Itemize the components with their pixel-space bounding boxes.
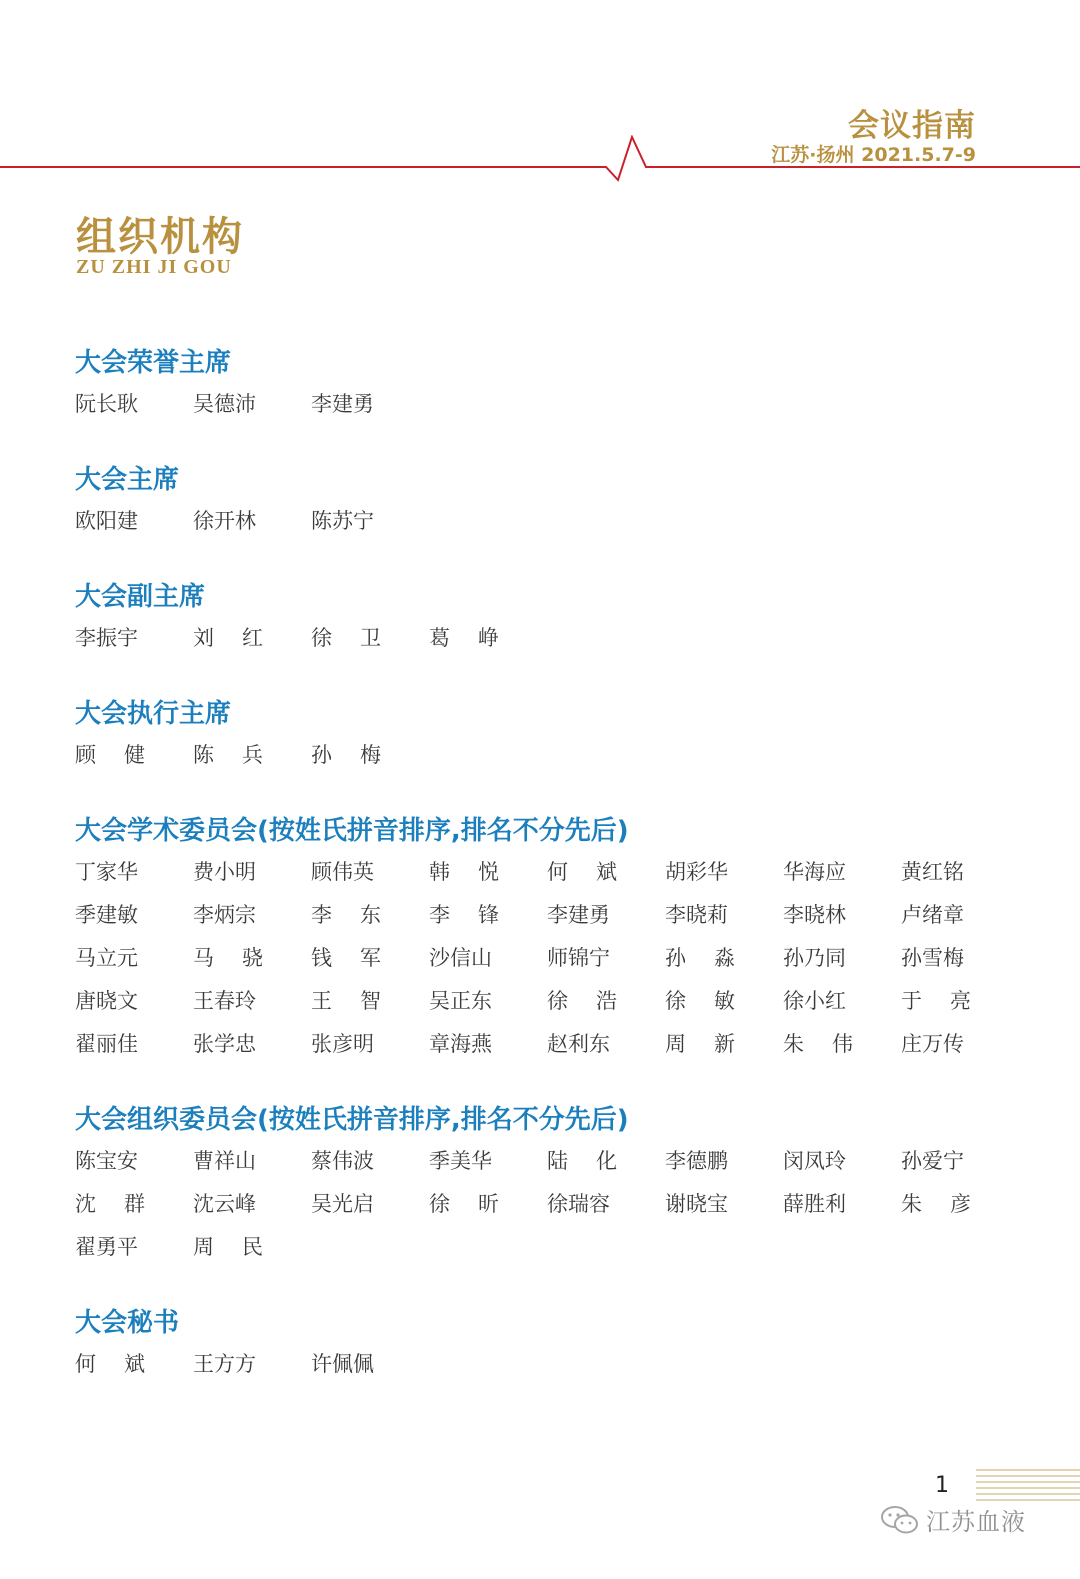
- member-name: 葛 峥: [429, 626, 499, 650]
- member-name: 徐 昕: [429, 1192, 499, 1216]
- section-title: 大会学术委员会(按姓氏拼音排序,排名不分先后): [75, 816, 629, 846]
- member-name: 徐瑞容: [547, 1192, 610, 1216]
- heartbeat-line-icon: [0, 135, 1080, 185]
- member-name: 李炳宗: [193, 903, 256, 927]
- watermark: [880, 1502, 1026, 1537]
- committee-section: [75, 577, 1005, 660]
- member-name: 沙信山: [429, 946, 492, 970]
- member-name: 翟丽佳: [75, 1032, 138, 1056]
- member-name: 周 民: [193, 1235, 263, 1259]
- member-name: 季美华: [429, 1149, 492, 1173]
- decorative-lines-icon: [972, 1466, 1080, 1506]
- guide-subtitle: 江苏·扬州 2021.5.7-9: [771, 144, 976, 166]
- name-list: [75, 1343, 1005, 1386]
- member-name: 吴德沛: [193, 392, 256, 416]
- member-name: 许佩佩: [311, 1352, 374, 1376]
- member-name: 徐小红: [783, 989, 846, 1013]
- watermark-text: 江苏血液: [926, 1508, 1026, 1536]
- member-name: 吴光启: [311, 1192, 374, 1216]
- member-name: 曹祥山: [193, 1149, 256, 1173]
- member-name: 陈宝安: [75, 1149, 138, 1173]
- wechat-icon: [880, 1504, 920, 1536]
- member-name: 王方方: [193, 1352, 256, 1376]
- member-name: 卢绪章: [901, 903, 964, 927]
- name-list: [75, 383, 1005, 426]
- member-name: 谢晓宝: [665, 1192, 728, 1216]
- member-name: 师锦宁: [547, 946, 610, 970]
- section-title: 大会组织委员会(按姓氏拼音排序,排名不分先后): [75, 1105, 629, 1135]
- member-name: 朱 伟: [783, 1032, 853, 1056]
- section-title: 大会荣誉主席: [75, 348, 232, 378]
- member-name: 王 智: [311, 989, 381, 1013]
- member-name: 孙 淼: [665, 946, 735, 970]
- member-name: 顾 健: [75, 743, 145, 767]
- member-name: 徐 卫: [311, 626, 381, 650]
- member-name: 章海燕: [429, 1032, 492, 1056]
- committee-section: [75, 1303, 1005, 1386]
- member-name: 李建勇: [311, 392, 374, 416]
- member-name: 孙乃同: [783, 946, 846, 970]
- committee-section: [75, 343, 1005, 426]
- member-name: 马立元: [75, 946, 138, 970]
- section-title: 大会主席: [75, 465, 180, 495]
- member-name: 阮长耿: [75, 392, 138, 416]
- member-name: 马 骁: [193, 946, 263, 970]
- member-name: 薛胜利: [783, 1192, 846, 1216]
- name-list: [75, 734, 1005, 777]
- member-name: 欧阳建: [75, 509, 138, 533]
- member-name: 刘 红: [193, 626, 263, 650]
- member-name: 华海应: [783, 860, 846, 884]
- member-name: 陈 兵: [193, 743, 263, 767]
- member-name: 李 锋: [429, 903, 499, 927]
- guide-title: 会议指南: [848, 108, 976, 144]
- committee-section: [75, 460, 1005, 543]
- member-name: 周 新: [665, 1032, 735, 1056]
- member-name: 沈 群: [75, 1192, 145, 1216]
- name-list: [75, 851, 1005, 1066]
- name-list: [75, 1140, 1005, 1269]
- member-name: 张彦明: [311, 1032, 374, 1056]
- member-name: 王春玲: [193, 989, 256, 1013]
- section-title: 大会副主席: [75, 582, 206, 612]
- member-name: 沈云峰: [193, 1192, 256, 1216]
- member-name: 庄万传: [901, 1032, 964, 1056]
- member-name: 孙雪梅: [901, 946, 964, 970]
- member-name: 吴正东: [429, 989, 492, 1013]
- section-title: 大会秘书: [75, 1308, 180, 1338]
- member-name: 孙爱宁: [901, 1149, 964, 1173]
- committee-section: [75, 811, 1005, 1066]
- member-name: 李晓林: [783, 903, 846, 927]
- member-name: 张学忠: [193, 1032, 256, 1056]
- member-name: 何 斌: [75, 1352, 145, 1376]
- member-name: 顾伟英: [311, 860, 374, 884]
- member-name: 陆 化: [547, 1149, 617, 1173]
- member-name: 韩 悦: [429, 860, 499, 884]
- member-name: 黄红铭: [901, 860, 964, 884]
- member-name: 季建敏: [75, 903, 138, 927]
- member-name: 蔡伟波: [311, 1149, 374, 1173]
- member-name: 胡彩华: [665, 860, 728, 884]
- member-name: 孙 梅: [311, 743, 381, 767]
- member-name: 朱 彦: [901, 1192, 971, 1216]
- name-list: [75, 500, 1005, 543]
- member-name: 唐晓文: [75, 989, 138, 1013]
- committee-section: [75, 1100, 1005, 1269]
- section-title: 大会执行主席: [75, 699, 232, 729]
- name-list: [75, 617, 1005, 660]
- member-name: 陈苏宁: [311, 509, 374, 533]
- member-name: 李 东: [311, 903, 381, 927]
- member-name: 李德鹏: [665, 1149, 728, 1173]
- member-name: 于 亮: [901, 989, 971, 1013]
- committee-section: [75, 694, 1005, 777]
- member-name: 翟勇平: [75, 1235, 138, 1259]
- member-name: 徐开林: [193, 509, 256, 533]
- member-name: 徐 浩: [547, 989, 617, 1013]
- member-name: 丁家华: [75, 860, 138, 884]
- member-name: 钱 军: [311, 946, 381, 970]
- page-title-pinyin: ZU ZHI JI GOU: [76, 256, 232, 278]
- member-name: 费小明: [193, 860, 256, 884]
- member-name: 何 斌: [547, 860, 617, 884]
- member-name: 徐 敏: [665, 989, 735, 1013]
- committee-sections: [75, 343, 1005, 1420]
- member-name: 闵凤玲: [783, 1149, 846, 1173]
- member-name: 李振宇: [75, 626, 138, 650]
- member-name: 赵利东: [547, 1032, 610, 1056]
- page-number: 1: [935, 1473, 949, 1498]
- member-name: 李晓莉: [665, 903, 728, 927]
- member-name: 李建勇: [547, 903, 610, 927]
- page-title: 组织机构: [76, 213, 244, 260]
